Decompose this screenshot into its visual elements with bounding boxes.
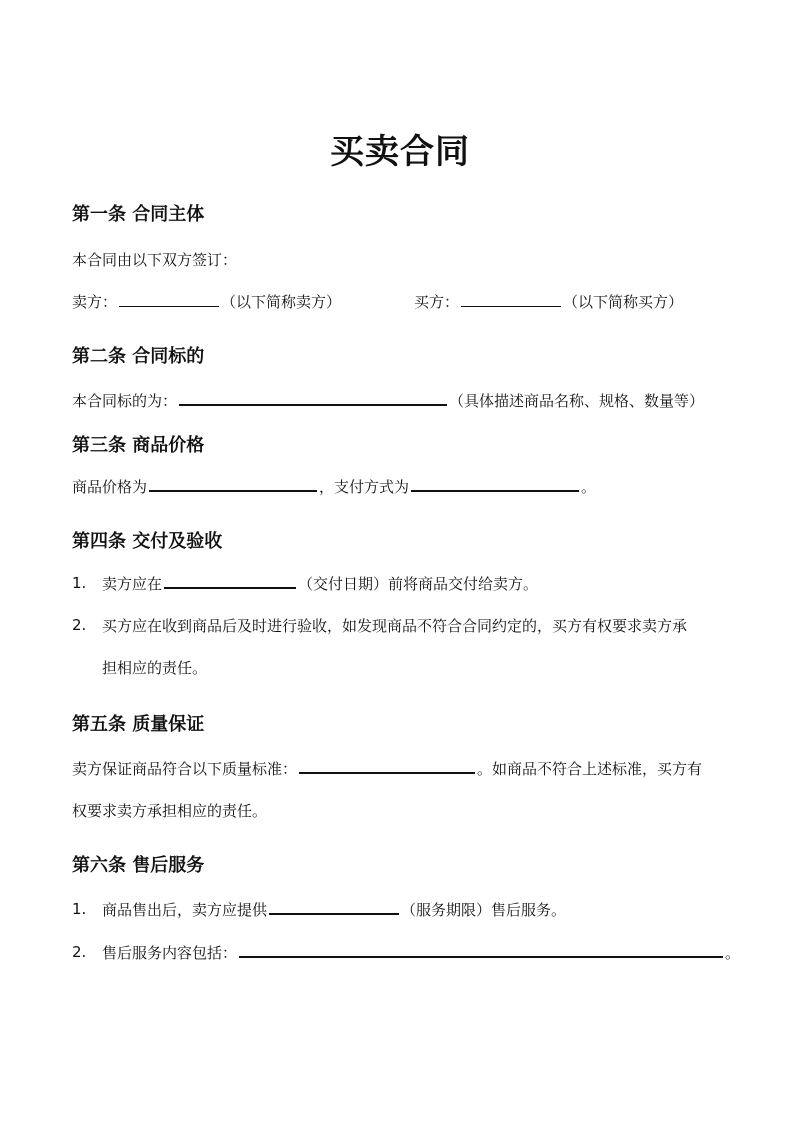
seller-name-blank[interactable]: [119, 306, 219, 307]
seller-alias: （以下简称卖方）: [221, 293, 342, 311]
article-5-heading: 第五条 质量保证: [72, 714, 205, 735]
service-suffix: （服务期限）售后服务。: [401, 901, 567, 919]
article-4-item-2-line-1: 买方应在收到商品后及时进行验收，如发现商品不符合合同约定的，买方有权要求卖方承: [102, 617, 688, 635]
article-3-line: [72, 477, 596, 497]
article-1-heading: 第一条 合同主体: [72, 204, 205, 225]
article-2-line: [72, 391, 704, 411]
article-5-line-1: [72, 759, 702, 779]
delivery-date-blank[interactable]: [164, 587, 296, 589]
service-content-prefix: 售后服务内容包括：: [102, 944, 238, 962]
article-3-end: 。: [581, 478, 597, 496]
payment-method-blank[interactable]: [411, 490, 579, 492]
article-6-item-2: [102, 943, 740, 963]
buyer-name-blank[interactable]: [461, 306, 561, 307]
document-title: 买卖合同: [330, 132, 470, 172]
article-5-line-2: 权要求卖方承担相应的责任。: [72, 802, 268, 820]
article-4-item-2-line-2: 担相应的责任。: [102, 659, 208, 677]
seller-line: [72, 292, 341, 312]
service-period-blank[interactable]: [269, 913, 399, 915]
subject-blank[interactable]: [179, 404, 447, 406]
buyer-alias: （以下简称买方）: [563, 293, 684, 311]
article-6-heading: 第六条 售后服务: [72, 855, 205, 876]
article-4-item-2-number: 2.: [72, 616, 87, 634]
article-4-item-1: [102, 574, 538, 594]
price-blank[interactable]: [149, 490, 317, 492]
article-4-heading: 第四条 交付及验收: [72, 531, 223, 552]
buyer-label: 买方：: [414, 293, 460, 311]
service-prefix: 商品售出后，卖方应提供: [102, 901, 268, 919]
article-3-heading: 第三条 商品价格: [72, 435, 205, 456]
payment-prefix: ，支付方式为: [319, 478, 410, 496]
delivery-suffix: （交付日期）前将商品交付给卖方。: [298, 575, 539, 593]
article-2-heading: 第二条 合同标的: [72, 346, 205, 367]
service-content-blank[interactable]: [239, 956, 723, 958]
article-2-suffix: （具体描述商品名称、规格、数量等）: [449, 392, 705, 410]
article-6-item-1: [102, 900, 566, 920]
service-content-end: 。: [725, 944, 741, 962]
quality-prefix: 卖方保证商品符合以下质量标准：: [72, 760, 298, 778]
seller-label: 卖方：: [72, 293, 118, 311]
price-prefix: 商品价格为: [72, 478, 148, 496]
article-4-item-1-number: 1.: [72, 574, 87, 592]
quality-suffix: 。如商品不符合上述标准，买方有: [477, 760, 703, 778]
article-6-item-1-number: 1.: [72, 900, 87, 918]
buyer-line: [414, 292, 683, 312]
quality-standard-blank[interactable]: [299, 772, 475, 774]
article-1-intro: 本合同由以下双方签订：: [72, 251, 238, 269]
delivery-prefix: 卖方应在: [102, 575, 163, 593]
article-6-item-2-number: 2.: [72, 943, 87, 961]
article-2-prefix: 本合同标的为：: [72, 392, 178, 410]
